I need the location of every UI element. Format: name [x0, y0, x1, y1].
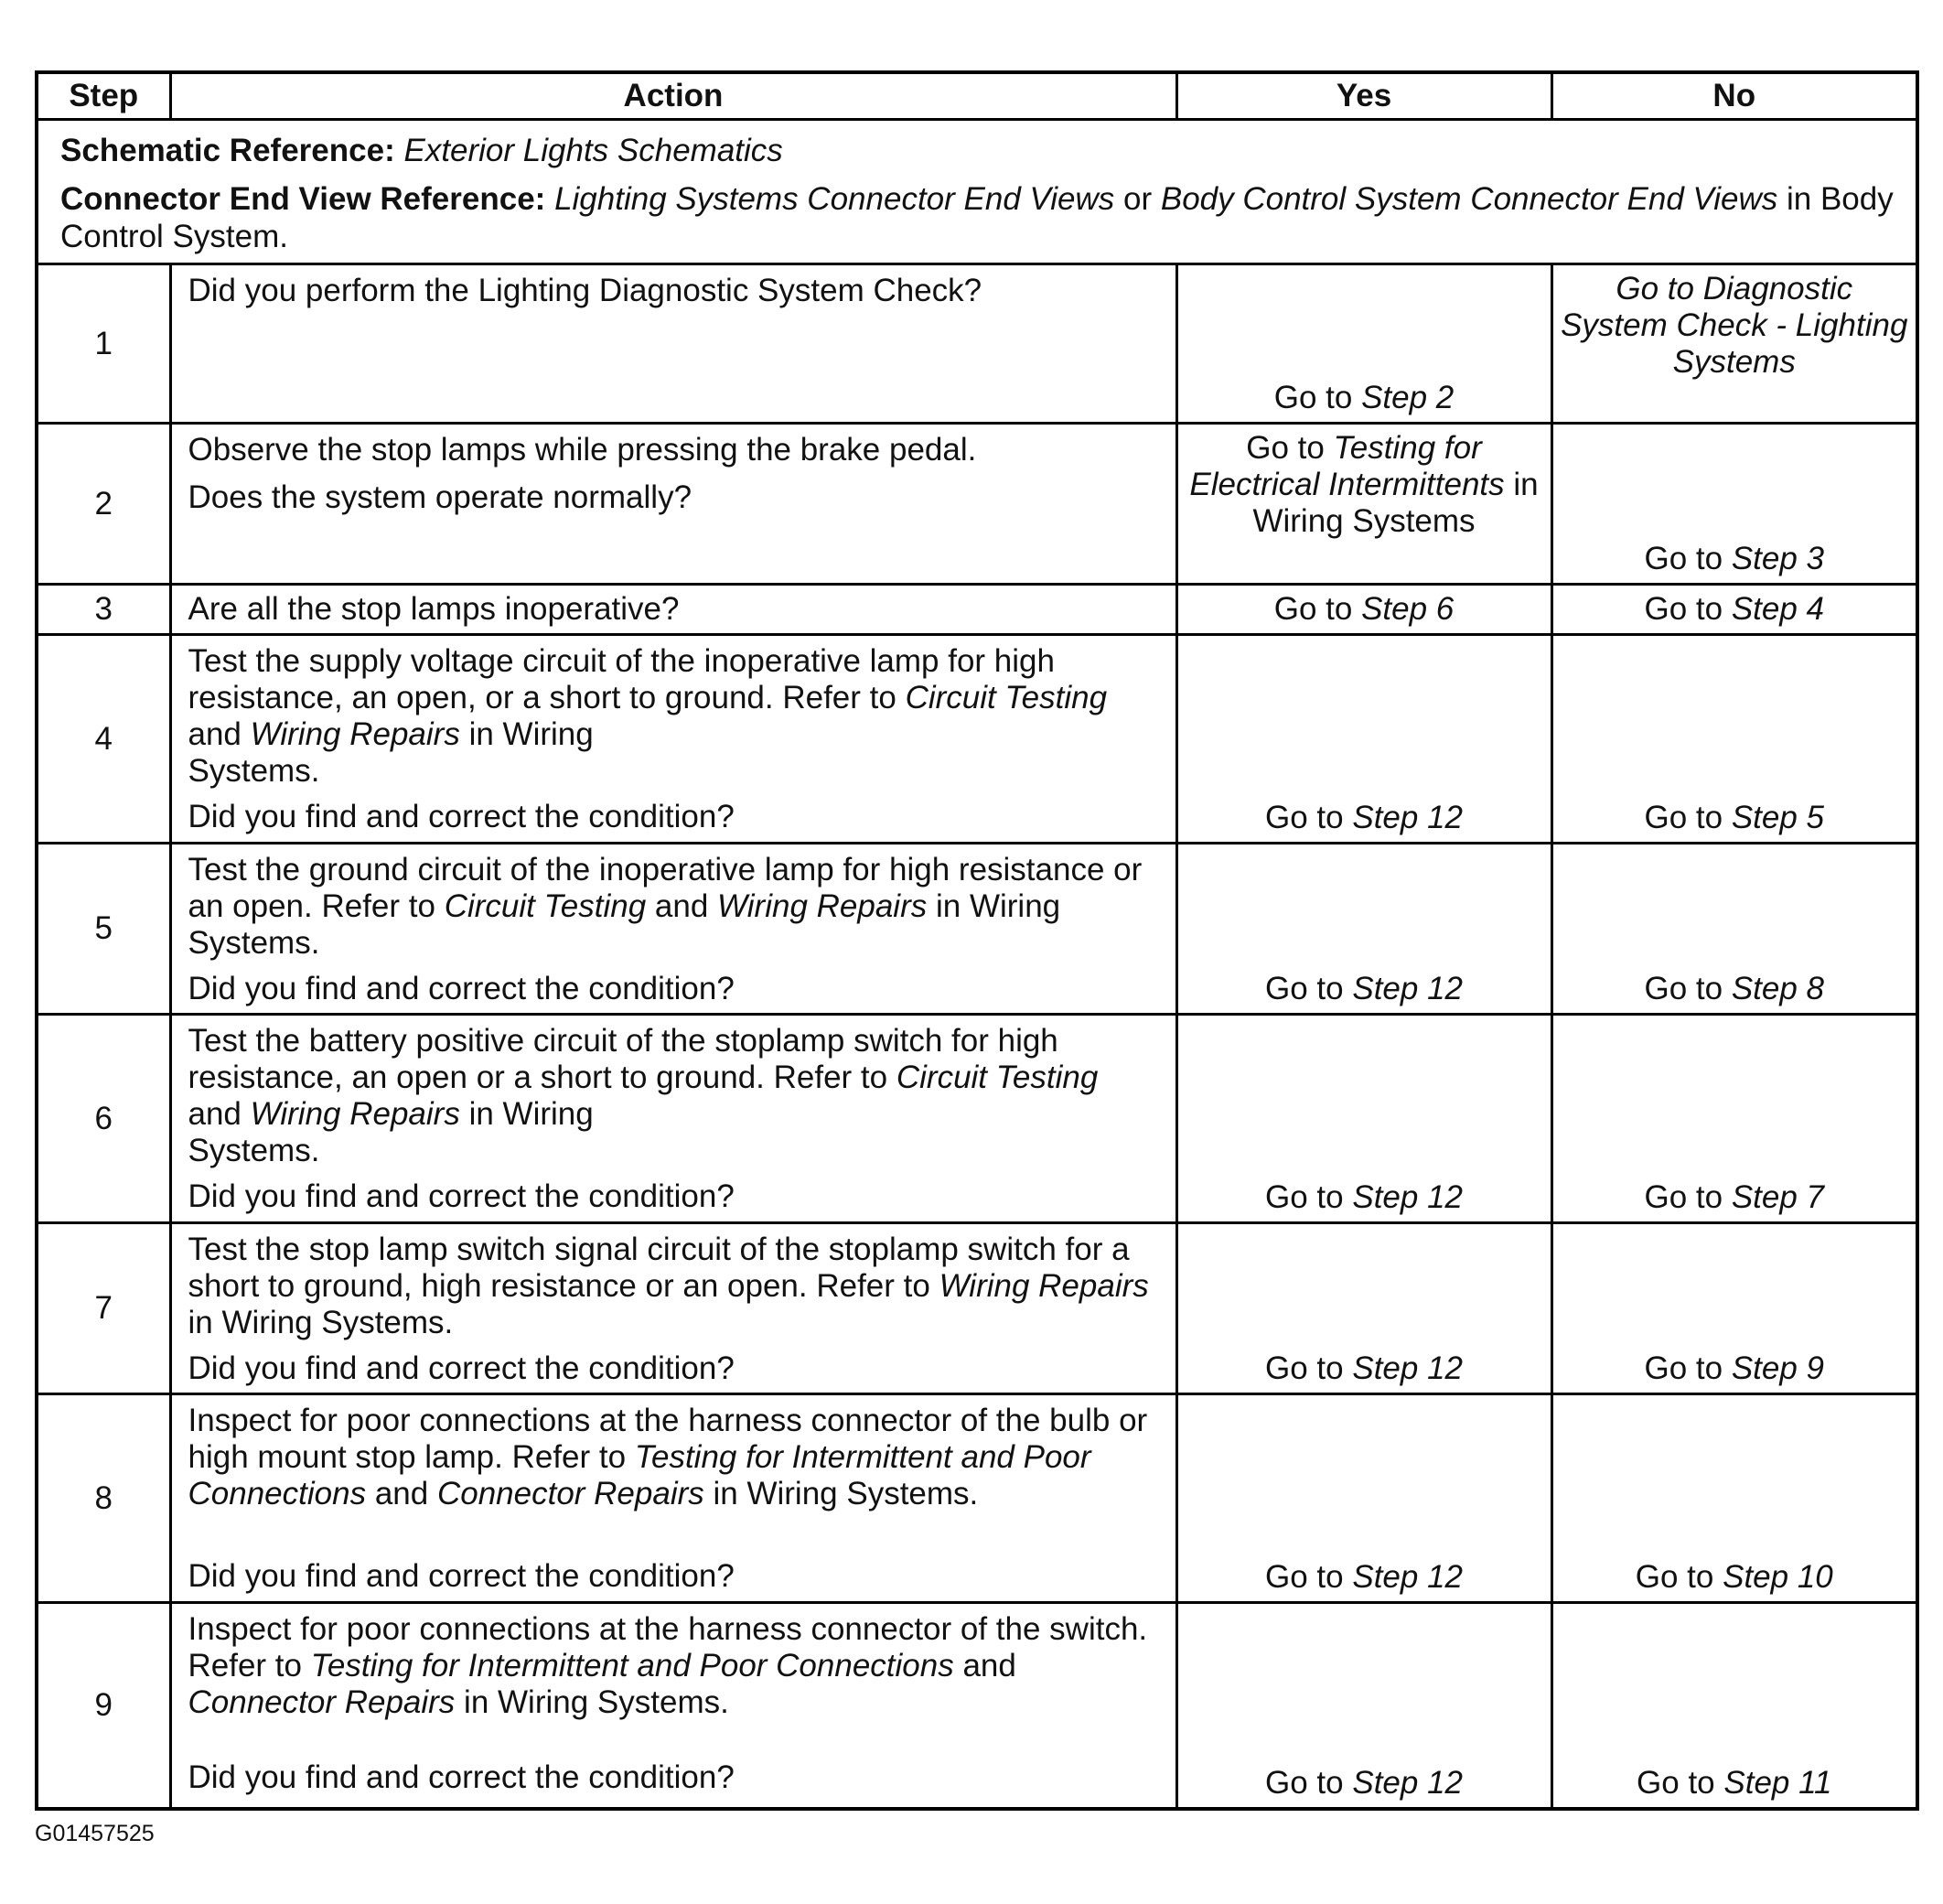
yes-prefix: Go to [1265, 1559, 1344, 1595]
diagnostic-table [35, 70, 1919, 1811]
action-text: Inspect for poor connections at the harness connector of the switch. Refer to Testing for Intermittent and Poor Connections and Connector Repairs in Wiring Systems. [188, 1611, 1148, 1720]
connector-reference-tail: in Body Control System. [60, 181, 1894, 254]
no-prefix: Go to [1644, 800, 1723, 835]
ref-link-wiring-repairs[interactable]: Wiring Repairs [250, 716, 460, 752]
yes-cell [1176, 844, 1551, 1015]
action-text: Observe the stop lamps while pressing the brake pedal. [188, 432, 977, 468]
table-header-row [37, 72, 1917, 120]
table-row [37, 264, 1917, 424]
figure-id: G01457525 [35, 1821, 155, 1846]
no-link[interactable]: Step 9 [1731, 1350, 1825, 1386]
action-text: Are all the stop lamps inoperative? [188, 591, 680, 627]
table-row [37, 1223, 1917, 1394]
table-row [37, 1015, 1917, 1223]
action-cell [170, 585, 1176, 635]
step-number: 9 [37, 1603, 170, 1809]
no-link[interactable]: Step 10 [1723, 1559, 1833, 1595]
yes-link[interactable]: Step 6 [1361, 591, 1455, 627]
connector-reference-or: or [1122, 181, 1153, 217]
header-yes: Yes [1176, 72, 1551, 120]
action-text: Test the supply voltage circuit of the inoperative lamp for high resistance, an open, or a short to ground. Refer to Circuit Testing and Wiring Repairs in Wiring Systems. [188, 643, 1108, 789]
no-prefix: Go to [1644, 591, 1723, 627]
action-question: Did you find and correct the condition? [188, 1759, 735, 1795]
step-number: 3 [37, 585, 170, 635]
no-prefix: Go to [1644, 541, 1723, 576]
yes-cell [1176, 1015, 1551, 1223]
no-cell [1551, 1223, 1917, 1394]
no-link[interactable]: Step 7 [1731, 1179, 1825, 1215]
no-link[interactable]: Step 5 [1731, 800, 1825, 835]
no-cell [1551, 844, 1917, 1015]
table-row [37, 585, 1917, 635]
no-link[interactable]: Go to Diagnostic System Check - Lighting Systems [1561, 271, 1908, 380]
ref-link-wiring-repairs[interactable]: Wiring Repairs [939, 1268, 1149, 1304]
no-cell [1551, 1394, 1917, 1603]
yes-prefix: Go to [1273, 591, 1353, 627]
yes-cell [1176, 635, 1551, 844]
action-cell [170, 1394, 1176, 1603]
yes-prefix: Go to [1273, 380, 1353, 415]
no-cell [1551, 585, 1917, 635]
action-text: Test the ground circuit of the inoperative lamp for high resistance or an open. Refer to Circuit Testing and Wiring Repairs in Wiring Systems. [188, 852, 1143, 961]
connector-reference-link-2[interactable]: Body Control System Connector End Views [1160, 181, 1778, 217]
reference-row [37, 120, 1917, 264]
table-row [37, 1603, 1917, 1809]
table-row [37, 424, 1917, 585]
yes-link[interactable]: Step 12 [1352, 1764, 1463, 1801]
yes-cell [1176, 264, 1551, 424]
step-number: 8 [37, 1394, 170, 1603]
yes-cell [1176, 1603, 1551, 1809]
connector-reference-link-1[interactable]: Lighting Systems Connector End Views [554, 181, 1115, 217]
header-no: No [1551, 72, 1917, 120]
yes-prefix: Go to [1265, 1179, 1344, 1215]
no-prefix: Go to [1637, 1764, 1715, 1801]
ref-link-testing-intermittent[interactable]: Testing for Intermittent and Poor Connections [310, 1648, 954, 1683]
yes-link[interactable]: Step 12 [1352, 800, 1463, 835]
action-question: Did you find and correct the condition? [188, 799, 735, 834]
header-action: Action [170, 72, 1176, 120]
action-question: Did you find and correct the condition? [188, 1350, 735, 1386]
action-question: Did you find and correct the condition? [188, 1178, 735, 1214]
schematic-reference-link[interactable]: Exterior Lights Schematics [403, 133, 783, 168]
schematic-reference [60, 132, 1894, 169]
action-text: Inspect for poor connections at the harness connector of the bulb or high mount stop lamp. Refer to Testing for Intermittent and Poor Connections and Connector Repairs in Wiring Systems. [188, 1403, 1148, 1511]
schematic-reference-label: Schematic Reference: [60, 133, 395, 168]
action-cell [170, 424, 1176, 585]
yes-cell [1176, 424, 1551, 585]
action-cell [170, 1223, 1176, 1394]
ref-link-connector-repairs[interactable]: Connector Repairs [436, 1476, 704, 1511]
step-number: 1 [37, 264, 170, 424]
no-cell [1551, 1603, 1917, 1809]
no-prefix: Go to [1635, 1559, 1714, 1595]
yes-link[interactable]: Step 2 [1361, 380, 1455, 415]
no-prefix: Go to [1644, 1179, 1723, 1215]
no-cell [1551, 264, 1917, 424]
step-number: 7 [37, 1223, 170, 1394]
ref-link-circuit-testing[interactable]: Circuit Testing [444, 888, 647, 924]
ref-link-testing-intermittent[interactable]: Testing for Intermittent and Poor Connections [188, 1439, 1091, 1511]
connector-reference-label: Connector End View Reference: [60, 181, 546, 217]
action-cell [170, 1015, 1176, 1223]
ref-link-connector-repairs[interactable]: Connector Repairs [188, 1684, 456, 1720]
yes-prefix: Go to [1265, 1764, 1344, 1801]
no-cell [1551, 635, 1917, 844]
table-row [37, 844, 1917, 1015]
yes-prefix: Go to [1265, 800, 1344, 835]
yes-link[interactable]: Step 12 [1352, 1179, 1463, 1215]
step-number: 5 [37, 844, 170, 1015]
no-link[interactable]: Step 8 [1731, 971, 1825, 1006]
action-question: Did you find and correct the condition? [188, 971, 735, 1006]
action-cell [170, 1603, 1176, 1809]
no-link[interactable]: Step 4 [1731, 591, 1825, 627]
ref-link-circuit-testing[interactable]: Circuit Testing [905, 680, 1108, 715]
yes-cell [1176, 1223, 1551, 1394]
action-question: Did you find and correct the condition? [188, 1558, 735, 1594]
yes-link[interactable]: Testing for Electrical Intermittents [1189, 430, 1505, 502]
yes-cell [1176, 1394, 1551, 1603]
yes-suffix: in Wiring Systems [1252, 467, 1539, 539]
step-number: 6 [37, 1015, 170, 1223]
action-text: Test the stop lamp switch signal circuit of the stoplamp switch for a short to ground, high resistance or an open. Refer to Wiring Repairs in Wiring Systems. [188, 1232, 1149, 1340]
table-row [37, 1394, 1917, 1603]
step-number: 4 [37, 635, 170, 844]
no-cell [1551, 424, 1917, 585]
action-cell [170, 844, 1176, 1015]
ref-link-wiring-repairs[interactable]: Wiring Repairs [717, 888, 928, 924]
yes-link[interactable]: Step 12 [1352, 1350, 1463, 1386]
action-cell [170, 635, 1176, 844]
yes-prefix: Go to [1246, 430, 1325, 466]
action-question: Does the system operate normally? [188, 479, 692, 515]
table-row [37, 635, 1917, 844]
no-prefix: Go to [1644, 971, 1723, 1006]
yes-cell [1176, 585, 1551, 635]
action-text: Did you perform the Lighting Diagnostic System Check? [188, 273, 982, 308]
header-step: Step [37, 72, 170, 120]
ref-link-circuit-testing[interactable]: Circuit Testing [896, 1060, 1099, 1095]
yes-link[interactable]: Step 12 [1352, 1559, 1463, 1595]
yes-prefix: Go to [1265, 1350, 1344, 1386]
yes-link[interactable]: Step 12 [1352, 971, 1463, 1006]
no-link[interactable]: Step 3 [1731, 541, 1825, 576]
connector-reference [60, 180, 1894, 255]
no-prefix: Go to [1644, 1350, 1723, 1386]
ref-link-wiring-repairs[interactable]: Wiring Repairs [250, 1096, 460, 1132]
no-link[interactable]: Step 11 [1723, 1764, 1832, 1801]
action-text: Test the battery positive circuit of the stoplamp switch for high resistance, an open or a short to ground. Refer to Circuit Testing and Wiring Repairs in Wiring Systems. [188, 1023, 1099, 1168]
no-cell [1551, 1015, 1917, 1223]
yes-prefix: Go to [1265, 971, 1344, 1006]
action-cell [170, 264, 1176, 424]
step-number: 2 [37, 424, 170, 585]
